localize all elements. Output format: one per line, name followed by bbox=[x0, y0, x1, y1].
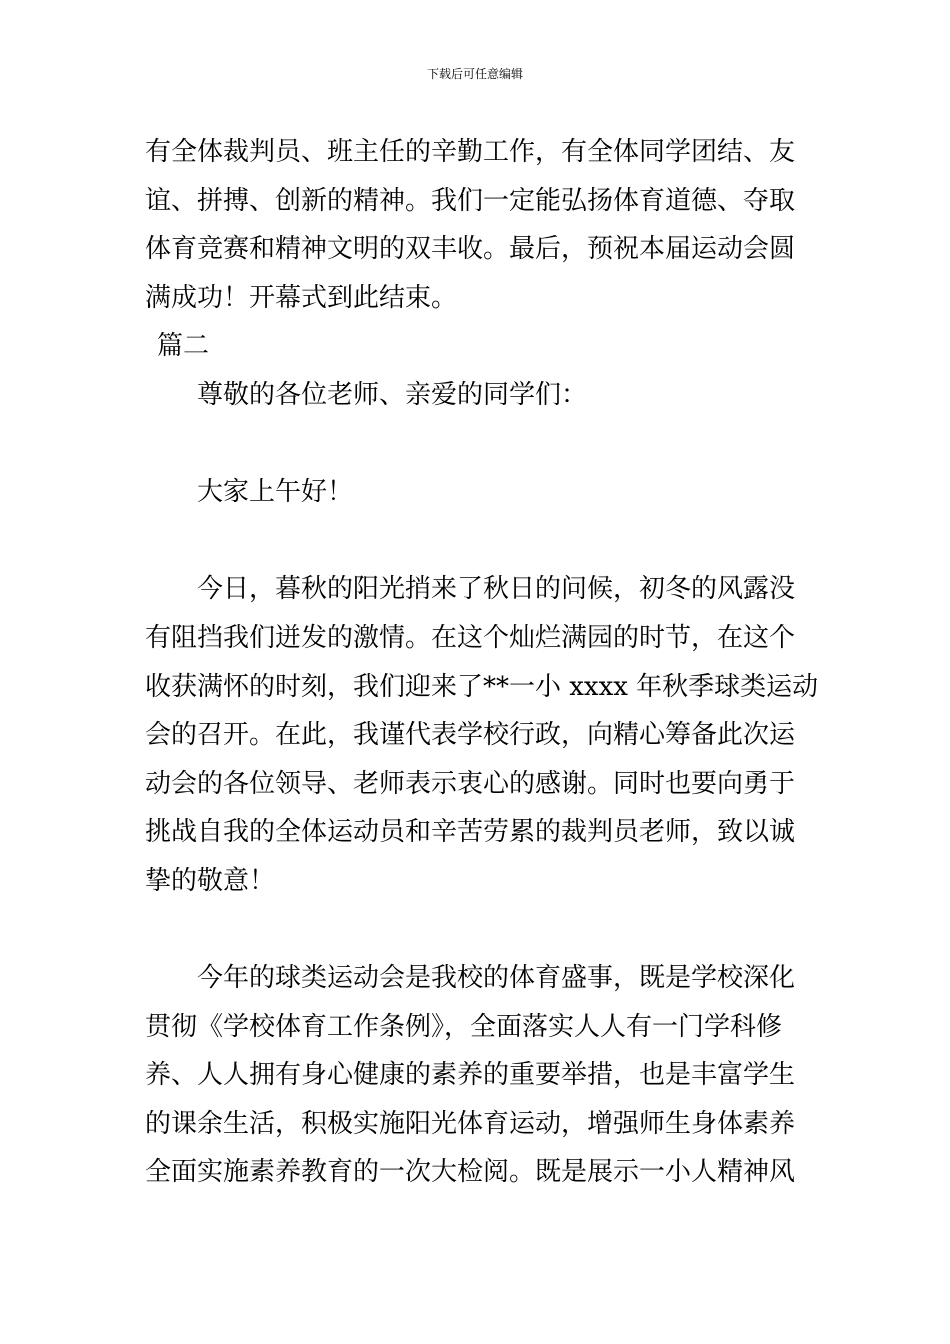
paragraph-line: 贯彻《学校体育工作条例》，全面落实人人有一门学科修 bbox=[145, 1011, 783, 1042]
text-line: 体育竞赛和精神文明的双丰收。最后，预祝本届运动会圆 bbox=[145, 234, 796, 265]
paragraph-line: 收获满怀的时刻，我们迎来了**一小 xxxx 年秋季球类运动 bbox=[145, 671, 819, 702]
paragraph-line: 挑战自我的全体运动员和辛苦劳累的裁判员老师，致以诚 bbox=[145, 817, 796, 848]
paragraph-line: 有阻挡我们迸发的激情。在这个灿烂满园的时节，在这个 bbox=[145, 622, 796, 653]
paragraph-line: 挚的敬意！ bbox=[145, 865, 276, 896]
page-header bbox=[0, 66, 950, 82]
paragraph-line: 今日，暮秋的阳光捎来了秋日的问候，初冬的风露没 bbox=[197, 574, 796, 605]
paragraph-line: 的课余生活，积极实施阳光体育运动，增强师生身体素养 bbox=[145, 1108, 796, 1139]
paragraph-line: 动会的各位领导、老师表示衷心的感谢。同时也要向勇于 bbox=[145, 768, 796, 799]
header-note: 下载后可任意编辑 bbox=[426, 67, 523, 81]
text-line: 满成功！开幕式到此结束。 bbox=[145, 282, 458, 313]
paragraph-line: 会的召开。在此，我谨代表学校行政，向精心筹备此次运 bbox=[145, 720, 796, 751]
paragraph-line: 今年的球类运动会是我校的体育盛事，既是学校深化 bbox=[197, 963, 796, 994]
text-line: 谊、拼搏、创新的精神。我们一定能弘扬体育道德、夺取 bbox=[145, 185, 796, 216]
section-title: 篇二 bbox=[157, 331, 210, 362]
salutation: 尊敬的各位老师、亲爱的同学们： bbox=[197, 379, 588, 410]
paragraph-line: 养、人人拥有身心健康的素养的重要举措，也是丰富学生 bbox=[145, 1060, 796, 1091]
document-body bbox=[145, 128, 819, 1197]
paragraph-line: 全面实施素养教育的一次大检阅。既是展示一小人精神风 bbox=[145, 1157, 796, 1188]
text-line: 有全体裁判员、班主任的辛勤工作，有全体同学团结、友 bbox=[145, 137, 796, 167]
greeting: 大家上午好！ bbox=[197, 477, 354, 508]
